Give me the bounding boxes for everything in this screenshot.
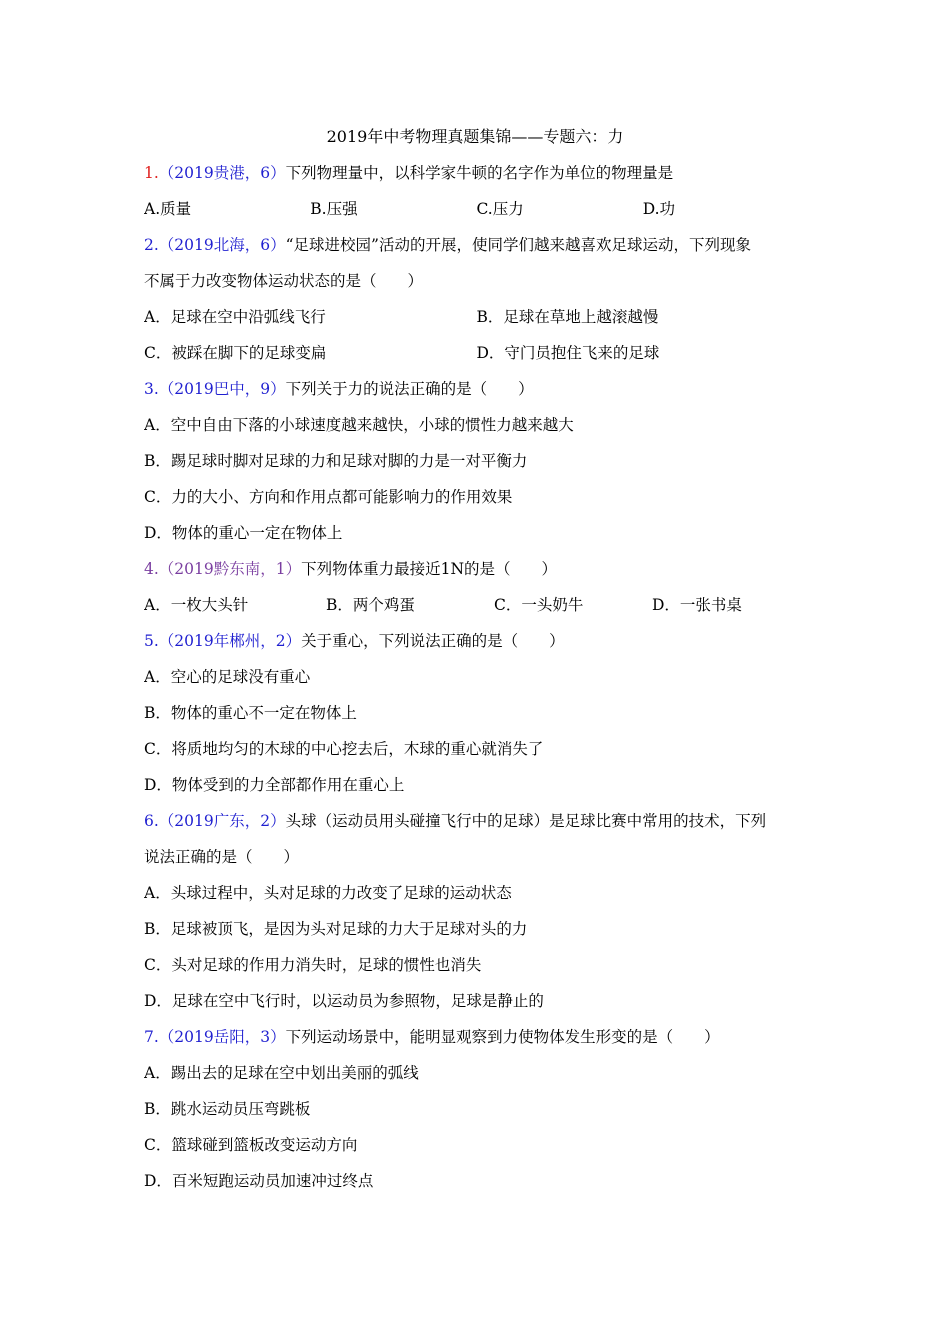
options-row: [144, 196, 809, 232]
question-text: 头球（运动员用头碰撞飞行中的足球）是足球比赛中常用的技术，下列: [285, 812, 767, 830]
question-list: [144, 160, 809, 1204]
options-row: [144, 304, 809, 340]
question-text: 下列物理量中，以科学家牛顿的名字作为单位的物理量是: [285, 164, 674, 182]
option-a: A．空心的足球没有重心: [144, 668, 311, 686]
question-source: （2019黔东南，1）: [158, 560, 302, 578]
question-text-continued: 说法正确的是（ ）: [144, 848, 300, 866]
option-b: B．足球在草地上越滚越慢: [476, 308, 659, 326]
option-c: C．一头奶牛: [494, 596, 584, 614]
option-b: B．足球被顶飞，是因为头对足球的力大于足球对头的力: [144, 920, 528, 938]
question-source: （2019巴中，9）: [158, 380, 286, 398]
option-a: A．足球在空中沿弧线飞行: [144, 308, 326, 326]
question-1: [144, 160, 809, 196]
question-text: “足球进校园”活动的开展，使同学们越来越喜欢足球运动，下列现象: [285, 236, 751, 254]
option-b: B．两个鸡蛋: [326, 596, 415, 614]
option-c: C．被踩在脚下的足球变扁: [144, 344, 327, 362]
option-d: D.功: [642, 200, 676, 218]
question-number: 5.: [144, 632, 159, 650]
question-source: （2019年郴州，2）: [158, 632, 302, 650]
question-text-continued: 不属于力改变物体运动状态的是（ ）: [144, 272, 424, 290]
page-title: 2019年中考物理真题集锦——专题六：力: [326, 127, 624, 146]
option-d: D．物体受到的力全部都作用在重心上: [144, 776, 405, 794]
question-number: 1.: [144, 164, 159, 182]
question-6: [144, 808, 809, 844]
option-a: A．头球过程中，头对足球的力改变了足球的运动状态: [144, 884, 512, 902]
question-source: （2019北海，6）: [158, 236, 286, 254]
option-b: B．踢足球时脚对足球的力和足球对脚的力是一对平衡力: [144, 452, 528, 470]
question-number: 6.: [144, 812, 159, 830]
option-a: A．空中自由下落的小球速度越来越快，小球的惯性力越来越大: [144, 416, 574, 434]
option-d: D．守门员抱住飞来的足球: [476, 344, 660, 362]
question-text: 下列物体重力最接近1N的是（ ）: [301, 560, 558, 578]
question-4: [144, 556, 809, 592]
question-text: 关于重心，下列说法正确的是（ ）: [301, 632, 565, 650]
option-d: D．百米短跑运动员加速冲过终点: [144, 1172, 374, 1190]
question-3: [144, 376, 809, 412]
question-number: 2.: [144, 236, 159, 254]
option-d: D．物体的重心一定在物体上: [144, 524, 343, 542]
question-source: （2019岳阳，3）: [158, 1028, 286, 1046]
question-7: [144, 1024, 809, 1060]
option-a: A.质量: [144, 200, 192, 218]
option-b: B．物体的重心不一定在物体上: [144, 704, 357, 722]
question-text: 下列关于力的说法正确的是（ ）: [285, 380, 534, 398]
option-d: D．足球在空中飞行时，以运动员为参照物，足球是静止的: [144, 992, 544, 1010]
option-b: B.压强: [310, 200, 358, 218]
options-row: [144, 592, 809, 628]
option-a: A．踢出去的足球在空中划出美丽的弧线: [144, 1064, 419, 1082]
question-source: （2019广东，2）: [158, 812, 286, 830]
options-row: [144, 340, 809, 376]
option-c: C．力的大小、方向和作用点都可能影响力的作用效果: [144, 488, 513, 506]
option-a: A．一枚大头针: [144, 596, 249, 614]
question-number: 7.: [144, 1028, 159, 1046]
option-c: C．篮球碰到篮板改变运动方向: [144, 1136, 358, 1154]
question-text: 下列运动场景中，能明显观察到力使物体发生形变的是（ ）: [285, 1028, 720, 1046]
option-c: C.压力: [476, 200, 524, 218]
question-source: （2019贵港，6）: [158, 164, 286, 182]
option-c: C．将质地均匀的木球的中心挖去后，木球的重心就消失了: [144, 740, 544, 758]
option-d: D．一张书桌: [652, 596, 742, 614]
question-number: 3.: [144, 380, 159, 398]
question-number: 4.: [144, 560, 159, 578]
question-2: [144, 232, 809, 268]
option-c: C．头对足球的作用力消失时，足球的惯性也消失: [144, 956, 482, 974]
option-b: B．跳水运动员压弯跳板: [144, 1100, 311, 1118]
question-5: [144, 628, 809, 664]
